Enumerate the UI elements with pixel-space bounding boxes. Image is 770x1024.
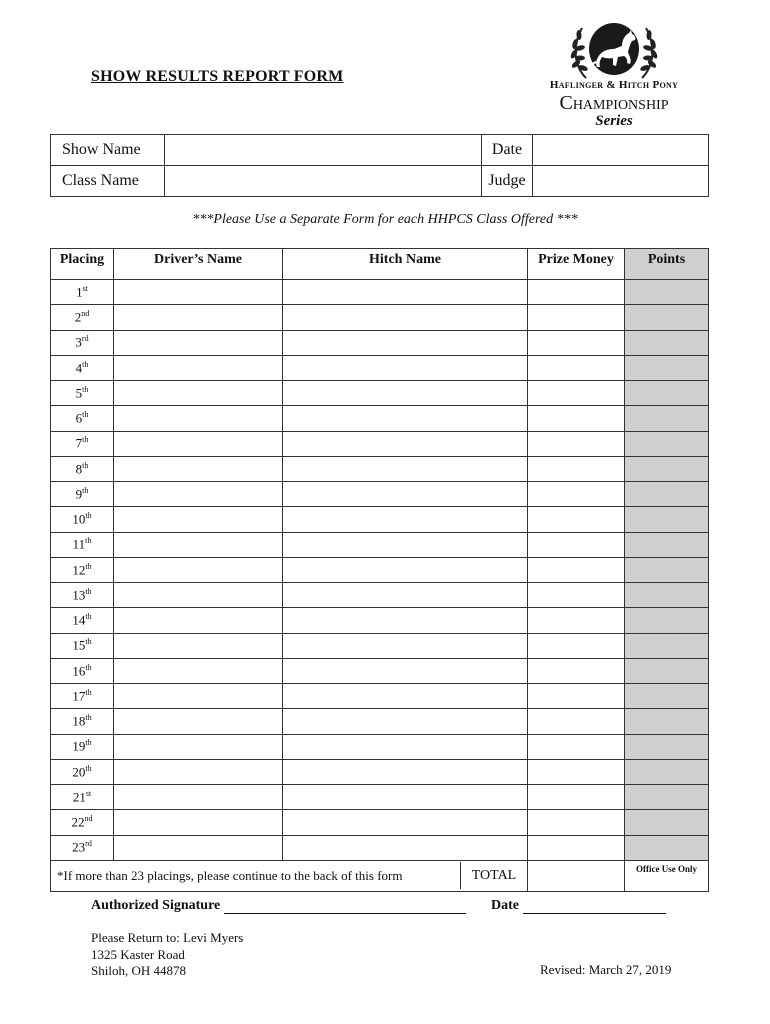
office-use-only: Office Use Only	[625, 860, 709, 891]
table-row	[51, 684, 709, 709]
placing-cell	[51, 456, 114, 481]
points-field[interactable]	[625, 658, 709, 683]
logo-series: Series	[595, 113, 633, 129]
placing-number: 9	[75, 486, 83, 502]
hitch-name-field[interactable]	[283, 835, 528, 860]
placing-suffix: rd	[85, 839, 92, 849]
prize-money-field[interactable]	[528, 305, 625, 330]
placing-suffix: th	[85, 763, 92, 773]
points-field[interactable]	[625, 759, 709, 784]
show-name-field[interactable]	[165, 135, 482, 166]
points-field[interactable]	[625, 381, 709, 406]
table-row	[51, 633, 709, 658]
points-field[interactable]	[625, 810, 709, 835]
prize-money-field[interactable]	[528, 381, 625, 406]
prize-money-field[interactable]	[528, 835, 625, 860]
placing-cell	[51, 557, 114, 582]
prize-money-field[interactable]	[528, 532, 625, 557]
hitch-name-field[interactable]	[283, 608, 528, 633]
points-field[interactable]	[625, 482, 709, 507]
table-row	[51, 759, 709, 784]
points-field[interactable]	[625, 431, 709, 456]
drivers-name-field[interactable]	[114, 734, 283, 759]
hitch-name-field[interactable]	[283, 482, 528, 507]
hitch-name-field[interactable]	[283, 280, 528, 305]
hitch-name-field[interactable]	[283, 583, 528, 608]
revised-date: Revised: March 27, 2019	[540, 962, 672, 977]
table-row	[51, 583, 709, 608]
drivers-name-field[interactable]	[114, 810, 283, 835]
drivers-name-field[interactable]	[114, 709, 283, 734]
placing-cell	[51, 835, 114, 860]
date-field[interactable]	[533, 135, 709, 166]
header-prize-money: Prize Money	[528, 249, 625, 280]
prize-money-field[interactable]	[528, 633, 625, 658]
hitch-name-field[interactable]	[283, 785, 528, 810]
judge-field[interactable]	[533, 166, 709, 197]
header-hitch-name: Hitch Name	[283, 249, 528, 280]
drivers-name-field[interactable]	[114, 482, 283, 507]
placing-cell	[51, 305, 114, 330]
placing-number: 18	[72, 713, 86, 729]
placing-number: 19	[72, 738, 86, 754]
table-row	[51, 658, 709, 683]
signature-date	[491, 898, 666, 914]
placing-number: 13	[72, 587, 86, 603]
placing-cell	[51, 406, 114, 431]
points-field[interactable]	[625, 684, 709, 709]
placing-cell	[51, 810, 114, 835]
placing-number: 8	[75, 461, 83, 477]
show-name-label: Show Name	[51, 135, 165, 166]
table-row	[51, 608, 709, 633]
placing-suffix: th	[85, 713, 92, 723]
points-field[interactable]	[625, 456, 709, 481]
placing-number: 3	[75, 334, 82, 350]
points-field[interactable]	[625, 734, 709, 759]
results-table	[50, 248, 709, 892]
header-drivers-name: Driver’s Name	[114, 249, 283, 280]
prize-money-field[interactable]	[528, 734, 625, 759]
placing-cell	[51, 280, 114, 305]
placing-cell	[51, 355, 114, 380]
table-row	[51, 280, 709, 305]
date-label: Date	[482, 135, 533, 166]
drivers-name-field[interactable]	[114, 305, 283, 330]
table-row	[51, 305, 709, 330]
table-row	[51, 785, 709, 810]
placing-cell	[51, 507, 114, 532]
placing-number: 4	[75, 360, 83, 376]
placing-number: 12	[72, 562, 86, 578]
table-row	[51, 456, 709, 481]
placing-suffix: th	[85, 687, 92, 697]
total-label: TOTAL	[460, 862, 527, 889]
signature-date-label: Date	[491, 898, 519, 913]
logo-championship: Championship	[559, 92, 669, 114]
placing-suffix: th	[85, 586, 92, 596]
header-points: Points	[625, 249, 709, 280]
form-title: SHOW RESULTS REPORT FORM	[91, 68, 344, 85]
signature-date-line[interactable]	[523, 899, 666, 914]
drivers-name-field[interactable]	[114, 507, 283, 532]
placing-cell	[51, 381, 114, 406]
footnote-text: *If more than 23 placings, please continue to the back of this form	[57, 867, 403, 883]
points-field[interactable]	[625, 633, 709, 658]
drivers-name-field[interactable]	[114, 608, 283, 633]
placing-suffix: th	[82, 485, 89, 495]
placing-suffix: th	[82, 384, 89, 394]
placing-suffix: th	[85, 612, 92, 622]
placing-cell	[51, 658, 114, 683]
drivers-name-field[interactable]	[114, 759, 283, 784]
hitch-name-field[interactable]	[283, 633, 528, 658]
authorized-signature	[91, 898, 466, 914]
placing-suffix: th	[82, 410, 89, 420]
points-field[interactable]	[625, 507, 709, 532]
prize-money-field[interactable]	[528, 507, 625, 532]
table-row	[51, 431, 709, 456]
points-field[interactable]	[625, 305, 709, 330]
placing-cell	[51, 734, 114, 759]
placing-number: 14	[72, 612, 86, 628]
hitch-name-field[interactable]	[283, 305, 528, 330]
table-row	[51, 557, 709, 582]
placing-cell	[51, 709, 114, 734]
prize-money-field[interactable]	[528, 280, 625, 305]
prize-money-field[interactable]	[528, 709, 625, 734]
return-line-3: Shiloh, OH 44878	[91, 963, 186, 978]
drivers-name-field[interactable]	[114, 355, 283, 380]
prize-money-field[interactable]	[528, 482, 625, 507]
prize-money-field[interactable]	[528, 608, 625, 633]
placing-number: 23	[72, 839, 86, 855]
table-row	[51, 381, 709, 406]
prize-money-field[interactable]	[528, 785, 625, 810]
placing-suffix: th	[85, 511, 92, 521]
hitch-name-field[interactable]	[283, 532, 528, 557]
prize-money-field[interactable]	[528, 583, 625, 608]
placing-number: 15	[72, 637, 86, 653]
drivers-name-field[interactable]	[114, 406, 283, 431]
table-row	[51, 330, 709, 355]
points-field[interactable]	[625, 330, 709, 355]
hitch-name-field[interactable]	[283, 381, 528, 406]
hitch-name-field[interactable]	[283, 431, 528, 456]
hitch-name-field[interactable]	[283, 330, 528, 355]
placing-cell	[51, 608, 114, 633]
prize-money-field[interactable]	[528, 810, 625, 835]
signature-line[interactable]	[224, 899, 466, 914]
drivers-name-field[interactable]	[114, 633, 283, 658]
placing-cell	[51, 431, 114, 456]
points-field[interactable]	[625, 709, 709, 734]
placing-cell	[51, 633, 114, 658]
placing-suffix: st	[85, 788, 92, 798]
placing-suffix: th	[82, 359, 89, 369]
drivers-name-field[interactable]	[114, 280, 283, 305]
points-field[interactable]	[625, 355, 709, 380]
points-field[interactable]	[625, 835, 709, 860]
logo-org-name: Haflinger & Hitch Pony	[549, 79, 679, 91]
hitch-name-field[interactable]	[283, 810, 528, 835]
hitch-name-field[interactable]	[283, 456, 528, 481]
table-row	[51, 355, 709, 380]
table-row	[51, 507, 709, 532]
hitch-name-field[interactable]	[283, 557, 528, 582]
table-row	[51, 734, 709, 759]
return-line-2: 1325 Kaster Road	[91, 946, 185, 962]
points-field[interactable]	[625, 557, 709, 582]
placing-number: 20	[72, 764, 86, 780]
prize-money-field[interactable]	[528, 431, 625, 456]
placing-suffix: th	[82, 435, 89, 445]
placing-suffix: th	[85, 536, 92, 546]
prize-money-field[interactable]	[528, 355, 625, 380]
placing-cell	[51, 330, 114, 355]
drivers-name-field[interactable]	[114, 835, 283, 860]
hitch-name-field[interactable]	[283, 759, 528, 784]
placing-cell	[51, 684, 114, 709]
hitch-name-field[interactable]	[283, 507, 528, 532]
prize-money-field[interactable]	[528, 759, 625, 784]
championship-logo	[538, 22, 690, 130]
points-field[interactable]	[625, 583, 709, 608]
prize-money-field[interactable]	[528, 456, 625, 481]
drivers-name-field[interactable]	[114, 330, 283, 355]
placing-suffix: th	[85, 561, 92, 571]
hitch-name-field[interactable]	[283, 734, 528, 759]
table-row	[51, 810, 709, 835]
show-info-table	[50, 134, 709, 197]
class-name-label: Class Name	[51, 166, 165, 197]
drivers-name-field[interactable]	[114, 785, 283, 810]
placing-number: 7	[75, 435, 83, 451]
placing-number: 16	[72, 663, 86, 679]
return-address	[91, 930, 243, 980]
placing-suffix: th	[85, 637, 92, 647]
hitch-name-field[interactable]	[283, 406, 528, 431]
placing-suffix: st	[82, 283, 88, 293]
table-row	[51, 406, 709, 431]
hitch-name-field[interactable]	[283, 684, 528, 709]
drivers-name-field[interactable]	[114, 431, 283, 456]
separate-form-notice: ***Please Use a Separate Form for each HHPCS Class Offered ***	[192, 212, 578, 227]
drivers-name-field[interactable]	[114, 456, 283, 481]
placing-suffix: th	[85, 738, 92, 748]
placing-number: 6	[75, 410, 83, 426]
prize-money-field[interactable]	[528, 658, 625, 683]
drivers-name-field[interactable]	[114, 381, 283, 406]
placing-number: 21	[72, 789, 86, 805]
prize-money-field[interactable]	[528, 684, 625, 709]
drivers-name-field[interactable]	[114, 684, 283, 709]
drivers-name-field[interactable]	[114, 658, 283, 683]
table-row	[51, 482, 709, 507]
placing-suffix: th	[82, 460, 89, 470]
placing-number: 11	[72, 536, 86, 552]
placing-suffix: nd	[84, 814, 93, 824]
hitch-name-field[interactable]	[283, 709, 528, 734]
header-placing: Placing	[51, 249, 114, 280]
table-row	[51, 532, 709, 557]
prize-money-field[interactable]	[528, 330, 625, 355]
placing-number: 10	[72, 511, 86, 527]
placing-suffix: rd	[81, 334, 89, 344]
points-field[interactable]	[625, 280, 709, 305]
placing-number: 2	[74, 309, 82, 325]
class-name-field[interactable]	[165, 166, 482, 197]
drivers-name-field[interactable]	[114, 583, 283, 608]
table-row	[51, 709, 709, 734]
prize-money-field[interactable]	[528, 557, 625, 582]
continue-footnote	[51, 860, 528, 891]
return-line-1: Please Return to: Levi Myers	[91, 930, 244, 945]
hitch-name-field[interactable]	[283, 355, 528, 380]
placing-cell	[51, 583, 114, 608]
placing-suffix: th	[85, 662, 92, 672]
placing-number: 17	[72, 688, 86, 704]
table-row	[51, 835, 709, 860]
placing-number: 5	[75, 385, 83, 401]
points-field[interactable]	[625, 785, 709, 810]
placing-number: 1	[76, 284, 83, 300]
prize-money-field[interactable]	[528, 406, 625, 431]
placing-cell	[51, 785, 114, 810]
points-field[interactable]	[625, 406, 709, 431]
drivers-name-field[interactable]	[114, 532, 283, 557]
points-field[interactable]	[625, 532, 709, 557]
judge-label: Judge	[482, 166, 533, 197]
placing-cell	[51, 759, 114, 784]
horse-wreath-icon	[566, 22, 662, 80]
hitch-name-field[interactable]	[283, 658, 528, 683]
placing-number: 22	[71, 814, 85, 830]
total-prize-money-field[interactable]	[528, 860, 625, 891]
drivers-name-field[interactable]	[114, 557, 283, 582]
authorized-signature-label: Authorized Signature	[91, 898, 221, 913]
placing-suffix: nd	[81, 309, 90, 319]
points-field[interactable]	[625, 608, 709, 633]
placing-cell	[51, 532, 114, 557]
placing-cell	[51, 482, 114, 507]
